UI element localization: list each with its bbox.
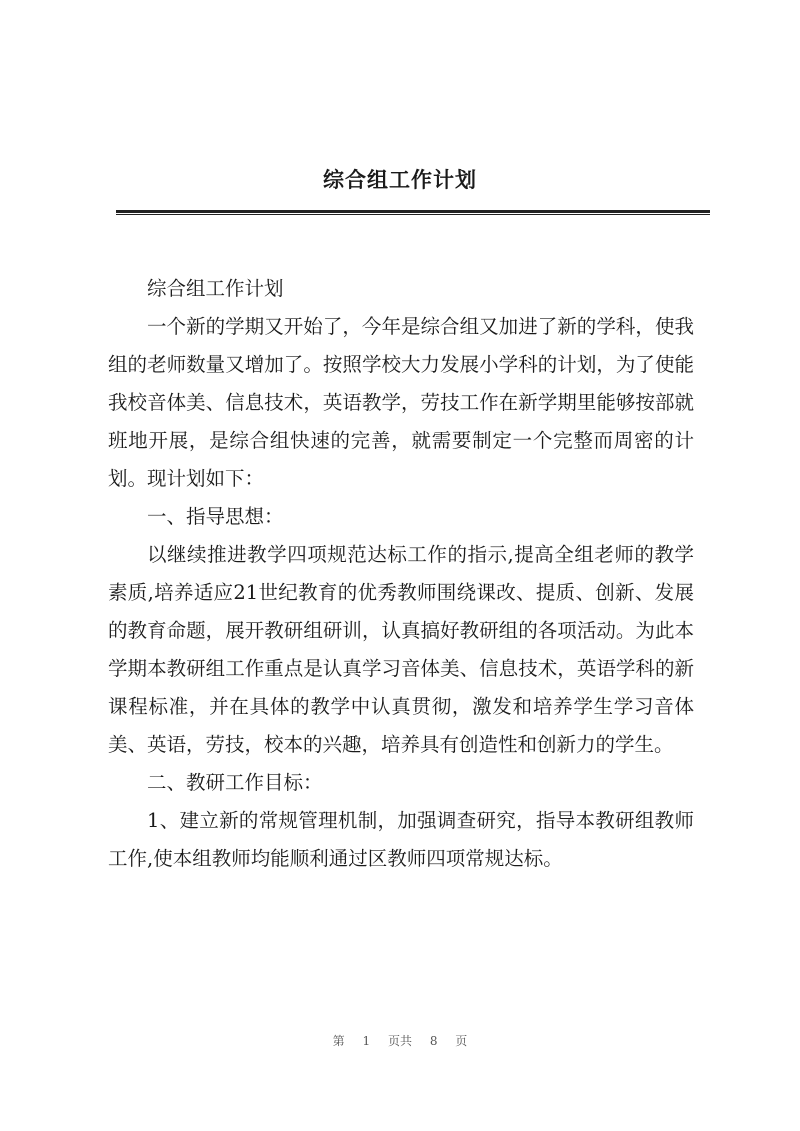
document-body — [108, 270, 694, 878]
footer-middle: 页共 — [387, 1034, 412, 1048]
section-heading-research-goals: 二、教研工作目标： — [147, 771, 323, 794]
section-heading-guiding-thought: 一、指导思想： — [147, 505, 284, 528]
footer-suffix: 页 — [455, 1034, 468, 1048]
paragraph-heading: 综合组工作计划 — [147, 277, 284, 300]
footer-prefix: 第 — [332, 1034, 345, 1048]
paragraph-goal-1: 1、建立新的常规管理机制，加强调查研究，指导本教研组教师工作,使本组教师均能顺利通过区教师四项常规达标。 — [108, 809, 694, 870]
page-footer — [0, 1032, 800, 1049]
footer-total-pages: 8 — [429, 1034, 438, 1048]
document-title: 综合组工作计划 — [323, 167, 477, 192]
paragraph-intro: 一个新的学期又开始了，今年是综合组又加进了新的学科，使我组的老师数量又增加了。按照学校大力发展小学科的计划，为了使能我校音体美、信息技术，英语教学，劳技工作在新学期里能够按部就班地开展，是综合组快速的完善，就需要制定一个完整而周密的计划。现计划如下： — [108, 315, 694, 490]
footer-current-page: 1 — [362, 1034, 371, 1048]
paragraph-guiding-thought: 以继续推进教学四项规范达标工作的指示,提高全组老师的教学素质,培养适应21世纪教育的优秀教师围绕课改、提质、创新、发展的教育命题，展开教研组研训，认真搞好教研组的各项活动。为此本学期本教研组工作重点是认真学习音体美、信息技术，英语学科的新课程标准，并在具体的教学中认真贯彻，激发和培养学生学习音体美、英语，劳技，校本的兴趣，培养具有创造性和创新力的学生。 — [108, 543, 694, 756]
title-divider — [116, 210, 710, 213]
